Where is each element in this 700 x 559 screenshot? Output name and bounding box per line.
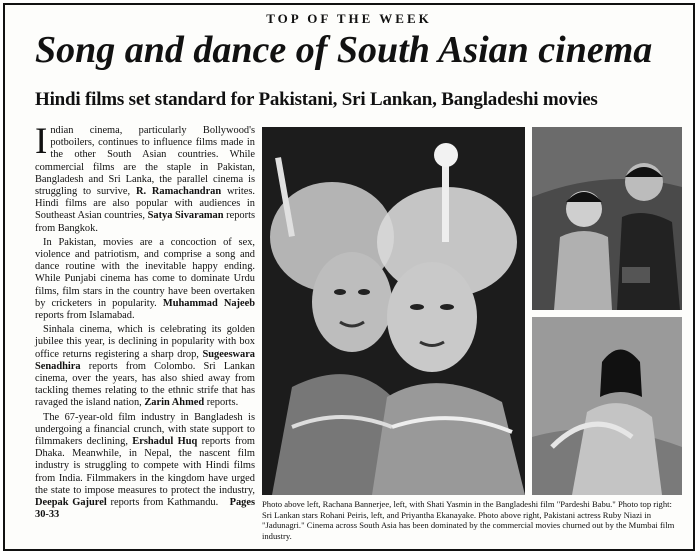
article-body bbox=[35, 121, 256, 545]
p2-end: reports from Islamabad. bbox=[35, 310, 135, 322]
p1-end: reports from Bangkok. bbox=[35, 210, 255, 234]
drop-cap: I bbox=[35, 121, 48, 162]
newspaper-clipping bbox=[3, 3, 695, 551]
paragraph-intro bbox=[35, 121, 256, 235]
byline-author: Zarin Ahmed bbox=[144, 397, 205, 409]
byline-author: Muhammad Najeeb bbox=[162, 297, 255, 309]
p4-after-author: reports from Dhaka. Meanwhile, in Nepal, the nascent film industry is struggling to compete with Hindi films from India. Filmmakers in the kingdom have urged the state to impose measures to protect the industry, bbox=[35, 436, 256, 496]
paragraph-pakistan bbox=[35, 237, 255, 322]
p3-end: reports. bbox=[204, 397, 239, 409]
p3-after-author: reports from Colombo. Sri Lankan cinema, over the years, has also shied away from tackling themes relating to the ethnic strife that has ravaged the island nation, bbox=[35, 360, 255, 409]
paragraph-bangladesh-nepal bbox=[35, 412, 255, 522]
p1-after-author: writes. Hindi films are also popular with audiences in Southeast Asian countries, bbox=[35, 186, 256, 222]
actors-illustration bbox=[532, 127, 682, 310]
section-kicker: TOP OF THE WEEK bbox=[266, 11, 432, 26]
photo-dancers bbox=[262, 127, 525, 495]
p4-text: The 67-year-old film industry in Bangladesh is undergoing a financial crunch, with state support to filmmakers declining, bbox=[35, 411, 255, 448]
paragraph-srilanka bbox=[35, 324, 255, 409]
byline-author: Deepak Gajurel bbox=[35, 497, 107, 509]
p1-text: ndian cinema, particularly Bollywood's potboilers, continues to influence films made in the other South Asian countries. While commercial films are the staple in Pakistan, Bangladesh and Sri Lanka, the parallel cinema is struggling to survive, bbox=[35, 125, 255, 198]
photo-caption: Photo above left, Rachana Bannerjee, left, with Shati Yasmin in the Bangladeshi film "Pardeshi Babu." Photo top right: Sri Lankan stars Rohani Peiris, left, and Priyantha Ekanayake. Photo above right, Pakistani actress Ruby Niazi in "Jadunagri." Cinema across South Asia has been dominated by the commercial movies churned out by the Mumbai film industry. bbox=[262, 499, 675, 541]
photo-ruby-niazi bbox=[532, 317, 682, 495]
dancers-illustration bbox=[262, 127, 525, 495]
subheadline: Hindi films set standard for Pakistani, Sri Lankan, Bangladeshi movies bbox=[35, 89, 598, 110]
byline-author: Ershadul Huq bbox=[132, 436, 198, 448]
p4-end: reports from Kathmandu. bbox=[106, 497, 219, 509]
page-reference: Pages 30-33 bbox=[35, 497, 255, 521]
byline-author: R. Ramachandran bbox=[135, 186, 222, 198]
photo-sri-lankan-stars bbox=[532, 127, 682, 310]
p3-text: Sinhala cinema, which is celebrating its golden jubilee this year, is declining in popularity with box office returns registering a sharp drop, bbox=[35, 324, 255, 360]
p2-text: In Pakistan, movies are a concoction of sex, violence and patriotism, and comprise a song and dance routine with the inevitable happy ending. While Punjabi cinema has come to dominate Urdu films, film stars in the country have been overtaken by cricketers in popularity. bbox=[35, 236, 255, 309]
headline: Song and dance of South Asian cinema bbox=[35, 29, 653, 71]
byline-author: Satya Sivaraman bbox=[147, 210, 224, 222]
actress-illustration bbox=[532, 317, 682, 495]
byline-author: Sugeeswara Senadhira bbox=[35, 348, 255, 372]
